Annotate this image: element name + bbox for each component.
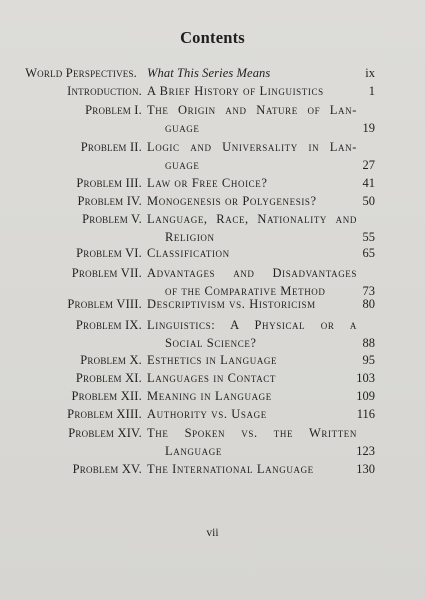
toc-entry-page: 109 — [356, 389, 375, 403]
toc-entry-label: Problem VII. — [71, 266, 142, 280]
toc-entry-title: Descriptivism vs. Historicism — [147, 297, 316, 311]
toc-entry-title: Esthetics in Language — [147, 353, 278, 367]
toc-entry-title-continued: Social Science? — [165, 336, 257, 350]
toc-entry-title-continued: of the Comparative Method — [165, 284, 326, 298]
toc-entry-label: Problem XV. — [72, 462, 142, 476]
toc-entry-label: Problem XI. — [75, 371, 142, 385]
page-title: Contents — [180, 28, 245, 47]
toc-entry-page: 80 — [362, 297, 375, 311]
toc-entry-label: Problem XIV. — [68, 426, 142, 440]
toc-entry-label: Problem II. — [80, 140, 142, 154]
toc-entry-page: 50 — [362, 194, 375, 208]
toc-entry-title: Meaning in Language — [147, 389, 272, 403]
toc-entry-title: Authority vs. Usage — [147, 407, 267, 421]
toc-entry-label: Problem III. — [76, 176, 142, 190]
toc-entry-title: The Spoken vs. the Written — [147, 426, 357, 440]
toc-entry-title: A Brief History of Linguistics — [147, 84, 324, 98]
toc-entry-page: 103 — [356, 371, 375, 385]
toc-entry-label: Problem IV. — [77, 194, 142, 208]
toc-entry-title: Linguistics: A Physical or a — [147, 318, 357, 332]
toc-entry-title: What This Series Means — [147, 66, 271, 80]
toc-entry-title-continued: Religion — [165, 230, 215, 244]
toc-entry-page: 73 — [362, 284, 375, 298]
toc-entry-page: 95 — [362, 353, 375, 367]
toc-entry-label: World Perspectives. — [25, 66, 137, 80]
toc-entry-title: The International Language — [147, 462, 314, 476]
toc-entry-page: 123 — [356, 444, 375, 458]
toc-entry-title: Monogenesis or Polygenesis? — [147, 194, 317, 208]
toc-entry-page: 116 — [356, 407, 375, 421]
toc-entry-page: 55 — [362, 230, 375, 244]
toc-entry-page: 1 — [368, 84, 375, 98]
toc-entry-title: The Origin and Nature of Lan- — [147, 103, 357, 117]
toc-entry-page: ix — [365, 66, 375, 80]
toc-entry-title-continued: guage — [165, 121, 200, 135]
toc-entry-label: Introduction. — [67, 84, 142, 98]
toc-entry-title: Languages in Contact — [147, 371, 276, 385]
toc-entry-label: Problem VI. — [76, 246, 142, 260]
toc-entry-label: Problem XII. — [71, 389, 142, 403]
toc-entry-title: Language, Race, Nationality and — [147, 212, 357, 226]
toc-entry-page: 88 — [362, 336, 375, 350]
toc-entry-page: 65 — [362, 246, 375, 260]
page-number: vii — [206, 527, 219, 539]
toc-entry-page: 41 — [362, 176, 375, 190]
toc-entry-label: Problem XIII. — [67, 407, 142, 421]
toc-entry-title: Logic and Universality in Lan- — [147, 140, 357, 154]
toc-entry-title: Classification — [147, 246, 230, 260]
toc-entry-page: 27 — [362, 158, 375, 172]
toc-entry-title-continued: guage — [165, 158, 200, 172]
toc-entry-label: Problem X. — [80, 353, 142, 367]
toc-entry-label: Problem I. — [85, 103, 142, 117]
toc-entry-page: 19 — [362, 121, 375, 135]
toc-entry-label: Problem IX. — [75, 318, 142, 332]
toc-entry-label: Problem VIII. — [67, 297, 142, 311]
toc-entry-label: Problem V. — [82, 212, 142, 226]
toc-entry-title: Advantages and Disadvantages — [147, 266, 357, 280]
toc-entry-title-continued: Language — [165, 444, 222, 458]
toc-entry-page: 130 — [356, 462, 375, 476]
toc-entry-title: Law or Free Choice? — [147, 176, 268, 190]
